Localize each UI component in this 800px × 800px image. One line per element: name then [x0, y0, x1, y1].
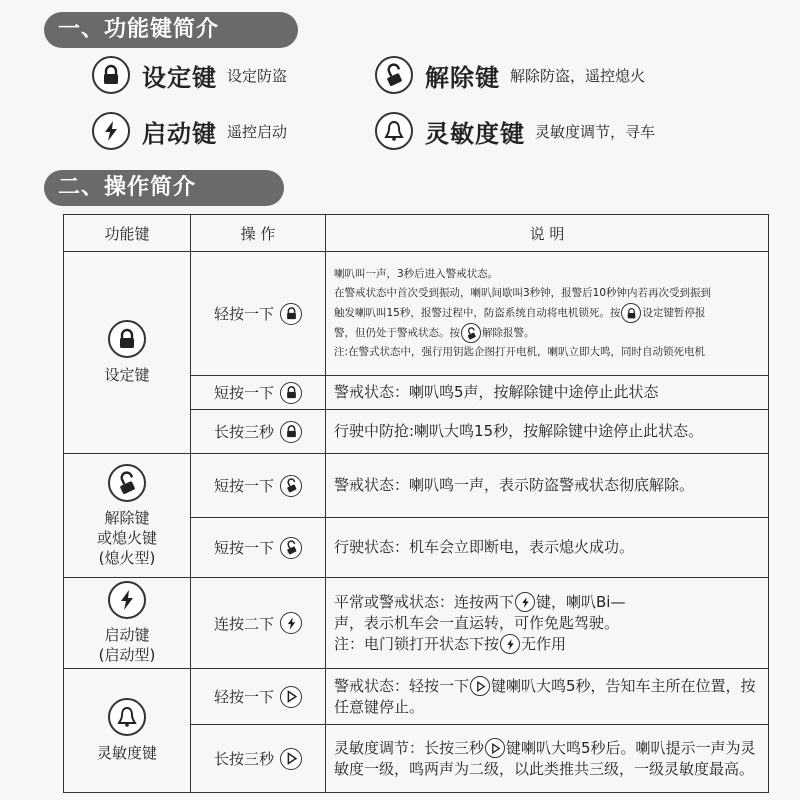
desc-cell: 行驶中防抢:喇叭大鸣15秒，按解除键中途停止此状态。	[326, 410, 769, 454]
key-label: (启动型)	[98, 646, 156, 664]
lock-open-icon	[108, 464, 146, 502]
op-cell	[191, 518, 326, 578]
lock-open-icon	[280, 475, 302, 497]
op-cell	[191, 410, 326, 454]
desc-cell: 警戒状态：喇叭鸣一声，表示防盗警戒状态彻底解除。	[326, 454, 769, 518]
key-name: 解除键	[425, 63, 500, 92]
table-row	[64, 578, 769, 669]
key-label: 灵敏度键	[96, 744, 157, 762]
desc-cell: 行驶状态：机车会立即断电，表示熄火成功。	[326, 518, 769, 578]
desc-cell: 灵敏度调节：长按三秒 键喇叭大鸣5秒后。喇叭提示一声为灵敏度一级，鸣两声为二级，以此类推共三级，一级灵敏度最高。	[326, 725, 769, 793]
op-label: 连按二下	[213, 614, 274, 633]
desc-cell	[326, 578, 769, 669]
key-label: 解除键	[104, 508, 150, 527]
lock-closed-icon	[108, 320, 146, 358]
desc-line: 警，但仍处于警戒状态。按 解除报警。	[334, 323, 760, 343]
table-row	[64, 454, 769, 518]
lock-closed-icon	[280, 382, 302, 404]
table-row	[64, 669, 769, 725]
unlock-key-cell	[64, 454, 191, 578]
desc-cell: 警戒状态：喇叭鸣5声，按解除键中途停止此状态	[326, 376, 769, 410]
bell-icon	[108, 698, 146, 736]
header-desc: 说 明	[326, 215, 769, 252]
lock-open-icon	[280, 537, 302, 559]
bell-icon	[375, 112, 413, 150]
desc-line: 注：电门锁打开状态下按 无作用	[334, 634, 567, 653]
desc-line: 喇叭叫一声，3秒后进入警戒状态。	[334, 268, 499, 280]
key-label: 启动键	[104, 626, 150, 644]
op-label: 短按一下	[213, 477, 274, 495]
lock-closed-icon	[92, 56, 130, 94]
desc-line: 平常或警戒状态：连按两下 键，喇叭Bi—	[334, 592, 626, 611]
desc-cell	[326, 252, 769, 376]
desc-line: 声，表示机车会一直运转，可作免匙驾驶。	[334, 613, 620, 632]
lock-open-icon	[461, 323, 481, 343]
op-cell	[191, 252, 326, 376]
op-label: 轻按一下	[213, 305, 274, 323]
sens-key-cell	[64, 669, 191, 793]
ops-section-title: 二、操作简介	[44, 170, 284, 206]
key-item-sensitivity	[375, 112, 655, 150]
op-label: 轻按一下	[213, 688, 274, 706]
lock-open-icon	[375, 56, 413, 94]
op-cell	[191, 725, 326, 793]
op-cell	[191, 454, 326, 518]
lock-closed-icon	[280, 421, 302, 443]
play-icon	[280, 686, 302, 708]
set-key-cell	[64, 252, 191, 454]
desc-line: 注:在警式状态中，强行用钥匙企图打开电机，喇叭立即大鸣，同时自动锁死电机	[334, 346, 706, 358]
header-op: 操 作	[191, 215, 326, 252]
header-key: 功能键	[64, 215, 191, 252]
key-item-set	[92, 56, 287, 94]
lightning-icon	[500, 634, 520, 654]
lightning-icon	[92, 112, 130, 150]
table-header-row	[64, 215, 769, 252]
play-icon	[485, 738, 505, 758]
desc-line: 在警戒状态中首次受到振动，喇叭间歇叫3秒钟，报警后10秒钟内若再次受到振到	[334, 287, 712, 299]
key-item-unlock	[375, 56, 645, 94]
play-icon	[470, 676, 490, 696]
key-label: 或熄火键	[96, 528, 157, 547]
keys-section-title: 一、功能键简介	[44, 12, 298, 48]
key-name: 启动键	[142, 119, 217, 148]
key-label: (熄火型)	[98, 548, 156, 567]
table-row	[64, 252, 769, 376]
op-label: 短按一下	[213, 384, 274, 402]
op-label: 长按三秒	[213, 750, 274, 768]
start-key-cell	[64, 578, 191, 669]
key-item-start	[92, 112, 287, 150]
op-cell	[191, 578, 326, 669]
play-icon	[280, 748, 302, 770]
key-desc: 设定防盗	[227, 66, 288, 85]
lightning-icon	[108, 581, 146, 619]
key-name: 设定键	[142, 63, 217, 92]
lock-closed-icon	[280, 303, 302, 325]
lightning-icon	[515, 592, 535, 612]
operations-table	[63, 214, 769, 793]
lock-closed-icon	[621, 303, 641, 323]
lightning-icon	[280, 612, 302, 634]
key-name: 灵敏度键	[425, 119, 525, 148]
key-desc: 灵敏度调节，寻车	[535, 122, 656, 141]
op-label: 短按一下	[213, 539, 274, 557]
op-cell	[191, 669, 326, 725]
op-cell	[191, 376, 326, 410]
key-desc: 遥控启动	[227, 122, 288, 141]
op-label: 长按三秒	[213, 423, 274, 441]
key-label: 设定键	[104, 366, 150, 384]
desc-line: 触发喇叭叫15秒，报警过程中，防盗系统自动将电机锁死。按 设定键暂停报	[334, 303, 760, 323]
desc-cell: 警戒状态：轻按一下 键喇叭大鸣5秒，告知车主所在位置，按任意键停止。	[326, 669, 769, 725]
key-desc: 解除防盗，遥控熄火	[510, 66, 646, 85]
